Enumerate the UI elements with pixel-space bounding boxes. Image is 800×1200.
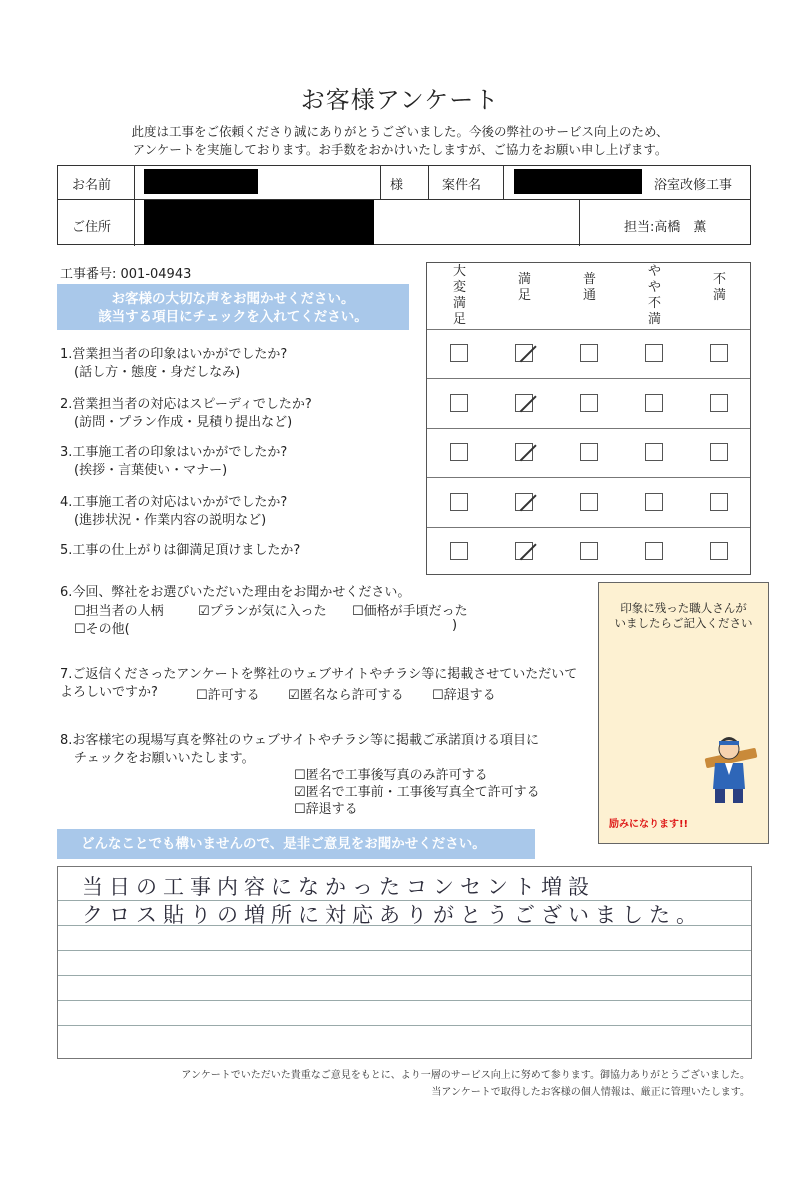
- question-sub: (進捗状況・作業内容の説明など): [74, 513, 267, 528]
- checkbox-icon[interactable]: ☐: [294, 768, 306, 783]
- option-label: プランが気に入った: [209, 604, 327, 619]
- rating-checkbox[interactable]: [580, 344, 598, 362]
- card-text-line-2: いましたらご記入ください: [614, 616, 753, 630]
- rating-header-char: 足: [452, 312, 466, 327]
- comment-banner: どんなことでも構いませんので、是非ご意見をお聞かせください。: [57, 829, 535, 859]
- name-redaction: [144, 169, 258, 194]
- intro-line-1: 此度は工事をご依頼くださり誠にありがとうございました。今後の弊社のサービス向上のため、: [131, 124, 669, 139]
- rating-column-header: [492, 263, 557, 338]
- question-sub: (訪問・プラン作成・見積り提出など): [74, 415, 293, 430]
- question-2: [60, 396, 312, 432]
- card-text-line-1: 印象に残った職人さんが: [620, 601, 747, 615]
- q7-option-1[interactable]: [196, 684, 260, 703]
- rating-checkbox[interactable]: [580, 394, 598, 412]
- job-number: 工事番号: 001-04943: [60, 267, 192, 282]
- rating-header-char: や: [647, 264, 661, 279]
- address-label: ご住所: [72, 220, 112, 235]
- q6-option-3[interactable]: [352, 600, 468, 619]
- question-7-line-2: よろしいですか?: [60, 685, 158, 700]
- question-sub: (挨拶・言葉使い・マナー): [74, 463, 228, 478]
- case-value: 浴室改修工事: [654, 178, 733, 193]
- rating-checkbox[interactable]: [580, 443, 598, 461]
- rating-column-header: [427, 263, 492, 330]
- rating-checkbox[interactable]: [710, 542, 728, 560]
- intro-line-2: アンケートを実施しております。お手数をおかけいたしますが、ご協力をお願い申し上げます。: [132, 142, 668, 157]
- rating-checkbox[interactable]: [450, 394, 468, 412]
- option-label: 価格が手頃だった: [363, 604, 468, 619]
- option-label: 匿名で工事前・工事後写真全て許可する: [305, 785, 540, 800]
- rating-header-char: や: [647, 280, 661, 295]
- rating-header-char: 不: [712, 272, 726, 287]
- q8-option-3[interactable]: [294, 798, 358, 817]
- question-text: 4.工事施工者の対応はいかがでしたか?: [60, 495, 288, 510]
- question-text: 2.営業担当者の対応はスピーディでしたか?: [60, 397, 312, 412]
- checkbox-checked-icon[interactable]: ☑: [288, 688, 300, 703]
- rating-header-char: 変: [452, 280, 466, 295]
- case-redaction: [514, 169, 642, 194]
- craftsman-card: [598, 582, 769, 844]
- checkbox-icon[interactable]: ☐: [74, 604, 86, 619]
- rating-checkbox[interactable]: [710, 344, 728, 362]
- option-label: 辞退する: [305, 802, 358, 817]
- checkbox-icon[interactable]: ☐: [196, 688, 208, 703]
- rating-header-char: 足: [517, 288, 531, 303]
- question-sub: (話し方・態度・身だしなみ): [74, 365, 241, 380]
- question-5: [60, 542, 300, 560]
- question-text: 6.今回、弊社をお選びいただいた理由をお聞かせください。: [60, 585, 411, 600]
- rating-checkbox[interactable]: [710, 394, 728, 412]
- rating-checkbox[interactable]: [580, 493, 598, 511]
- checkbox-icon[interactable]: ☐: [432, 688, 444, 703]
- option-label: 匿名なら許可する: [299, 688, 404, 703]
- question-text: 3.工事施工者の印象はいかがでしたか?: [60, 445, 288, 460]
- rating-checkbox[interactable]: [710, 443, 728, 461]
- option-label: 匿名で工事後写真のみ許可する: [305, 768, 488, 783]
- checkbox-checked-icon[interactable]: ☑: [294, 785, 306, 800]
- q6-option-2[interactable]: [198, 600, 327, 619]
- page-title: お客様アンケート: [300, 86, 500, 114]
- address-redaction: [144, 200, 374, 245]
- card-footer: 励みになります!!: [609, 819, 689, 830]
- rating-checkbox-checked[interactable]: [515, 443, 533, 461]
- question-1: [60, 346, 287, 382]
- checkbox-icon[interactable]: ☐: [352, 604, 364, 619]
- option-label: 許可する: [207, 688, 260, 703]
- q6-option-1[interactable]: [74, 600, 164, 619]
- rating-column-header: [622, 263, 687, 330]
- comment-box[interactable]: [57, 866, 752, 1059]
- instruction-banner: [57, 284, 409, 330]
- rating-header-char: 普: [582, 272, 596, 287]
- case-label: 案件名: [442, 178, 482, 193]
- q6-option-4[interactable]: [74, 618, 130, 637]
- rating-checkbox-checked[interactable]: [515, 394, 533, 412]
- craftsman-illustration-icon: [703, 733, 759, 805]
- name-label: お名前: [72, 178, 112, 193]
- rating-header-char: 満: [712, 288, 726, 303]
- question-7: [60, 666, 577, 684]
- staff-label: 担当:高橋 薫: [624, 220, 707, 235]
- option-label: 辞退する: [443, 688, 496, 703]
- rating-header-char: 満: [517, 272, 531, 287]
- question-text: 8.お客様宅の現場写真を弊社のウェブサイトやチラシ等に掲載ご承諾頂ける項目に: [60, 733, 539, 748]
- rating-checkbox-checked[interactable]: [515, 493, 533, 511]
- question-text: 5.工事の仕上がりは御満足頂けましたか?: [60, 543, 301, 558]
- option-label: 担当者の人柄: [85, 604, 164, 619]
- card-text: [599, 601, 768, 631]
- comment-line-1: 当日の工事内容になかったコンセント増設: [82, 875, 595, 899]
- rating-checkbox[interactable]: [450, 542, 468, 560]
- question-8: [60, 732, 539, 750]
- rating-header-char: 大: [452, 264, 466, 279]
- question-text: 1.営業担当者の印象はいかがでしたか?: [60, 347, 288, 362]
- question-3: [60, 444, 287, 480]
- rating-checkbox[interactable]: [645, 493, 663, 511]
- rating-checkbox[interactable]: [645, 443, 663, 461]
- banner-line-2: 該当する項目にチェックを入れてください。: [98, 309, 368, 325]
- q7-option-3[interactable]: [432, 684, 496, 703]
- rating-checkbox[interactable]: [580, 542, 598, 560]
- question-4: [60, 494, 287, 530]
- rating-header-char: 満: [647, 312, 661, 327]
- footer-line-2: 当アンケートで取得したお客様の個人情報は、厳正に管理いたします。: [431, 1087, 750, 1098]
- honorific-label: 様: [390, 178, 404, 193]
- comment-line-2: クロス貼りの増所に対応ありがとうございました。: [82, 903, 703, 927]
- option-label: その他(: [85, 622, 130, 637]
- rating-checkbox[interactable]: [450, 443, 468, 461]
- checkbox-icon[interactable]: ☐: [294, 802, 306, 817]
- customer-info-table: [57, 165, 751, 245]
- question-text: 7.ご返信くださったアンケートを弊社のウェブサイトやチラシ等に掲載させていただいて: [60, 667, 578, 682]
- rating-header-char: 満: [452, 296, 466, 311]
- rating-checkbox[interactable]: [645, 542, 663, 560]
- rating-checkbox[interactable]: [645, 394, 663, 412]
- rating-header-char: 通: [582, 288, 596, 303]
- rating-checkbox[interactable]: [450, 493, 468, 511]
- banner-line-1: お客様の大切な声をお聞かせください。: [111, 291, 355, 307]
- q7-option-2[interactable]: [288, 684, 404, 703]
- rating-checkbox-checked[interactable]: [515, 542, 533, 560]
- rating-grid: [426, 262, 751, 575]
- rating-checkbox[interactable]: [710, 493, 728, 511]
- checkbox-checked-icon[interactable]: ☑: [198, 604, 210, 619]
- rating-checkbox[interactable]: [450, 344, 468, 362]
- rating-column-header: [687, 263, 752, 338]
- rating-checkbox-checked[interactable]: [515, 344, 533, 362]
- footer-line-1: アンケートでいただいた貴重なご意見をもとに、より一層のサービス向上に努めて参ります。御協力ありがとうございました。: [181, 1070, 750, 1081]
- rating-checkbox[interactable]: [645, 344, 663, 362]
- rating-column-header: [557, 263, 622, 338]
- rating-header-char: 不: [647, 296, 661, 311]
- checkbox-icon[interactable]: ☐: [74, 622, 86, 637]
- q6-close-paren: ): [452, 618, 458, 633]
- question-8-line-2: チェックをお願いいたします。: [74, 751, 255, 766]
